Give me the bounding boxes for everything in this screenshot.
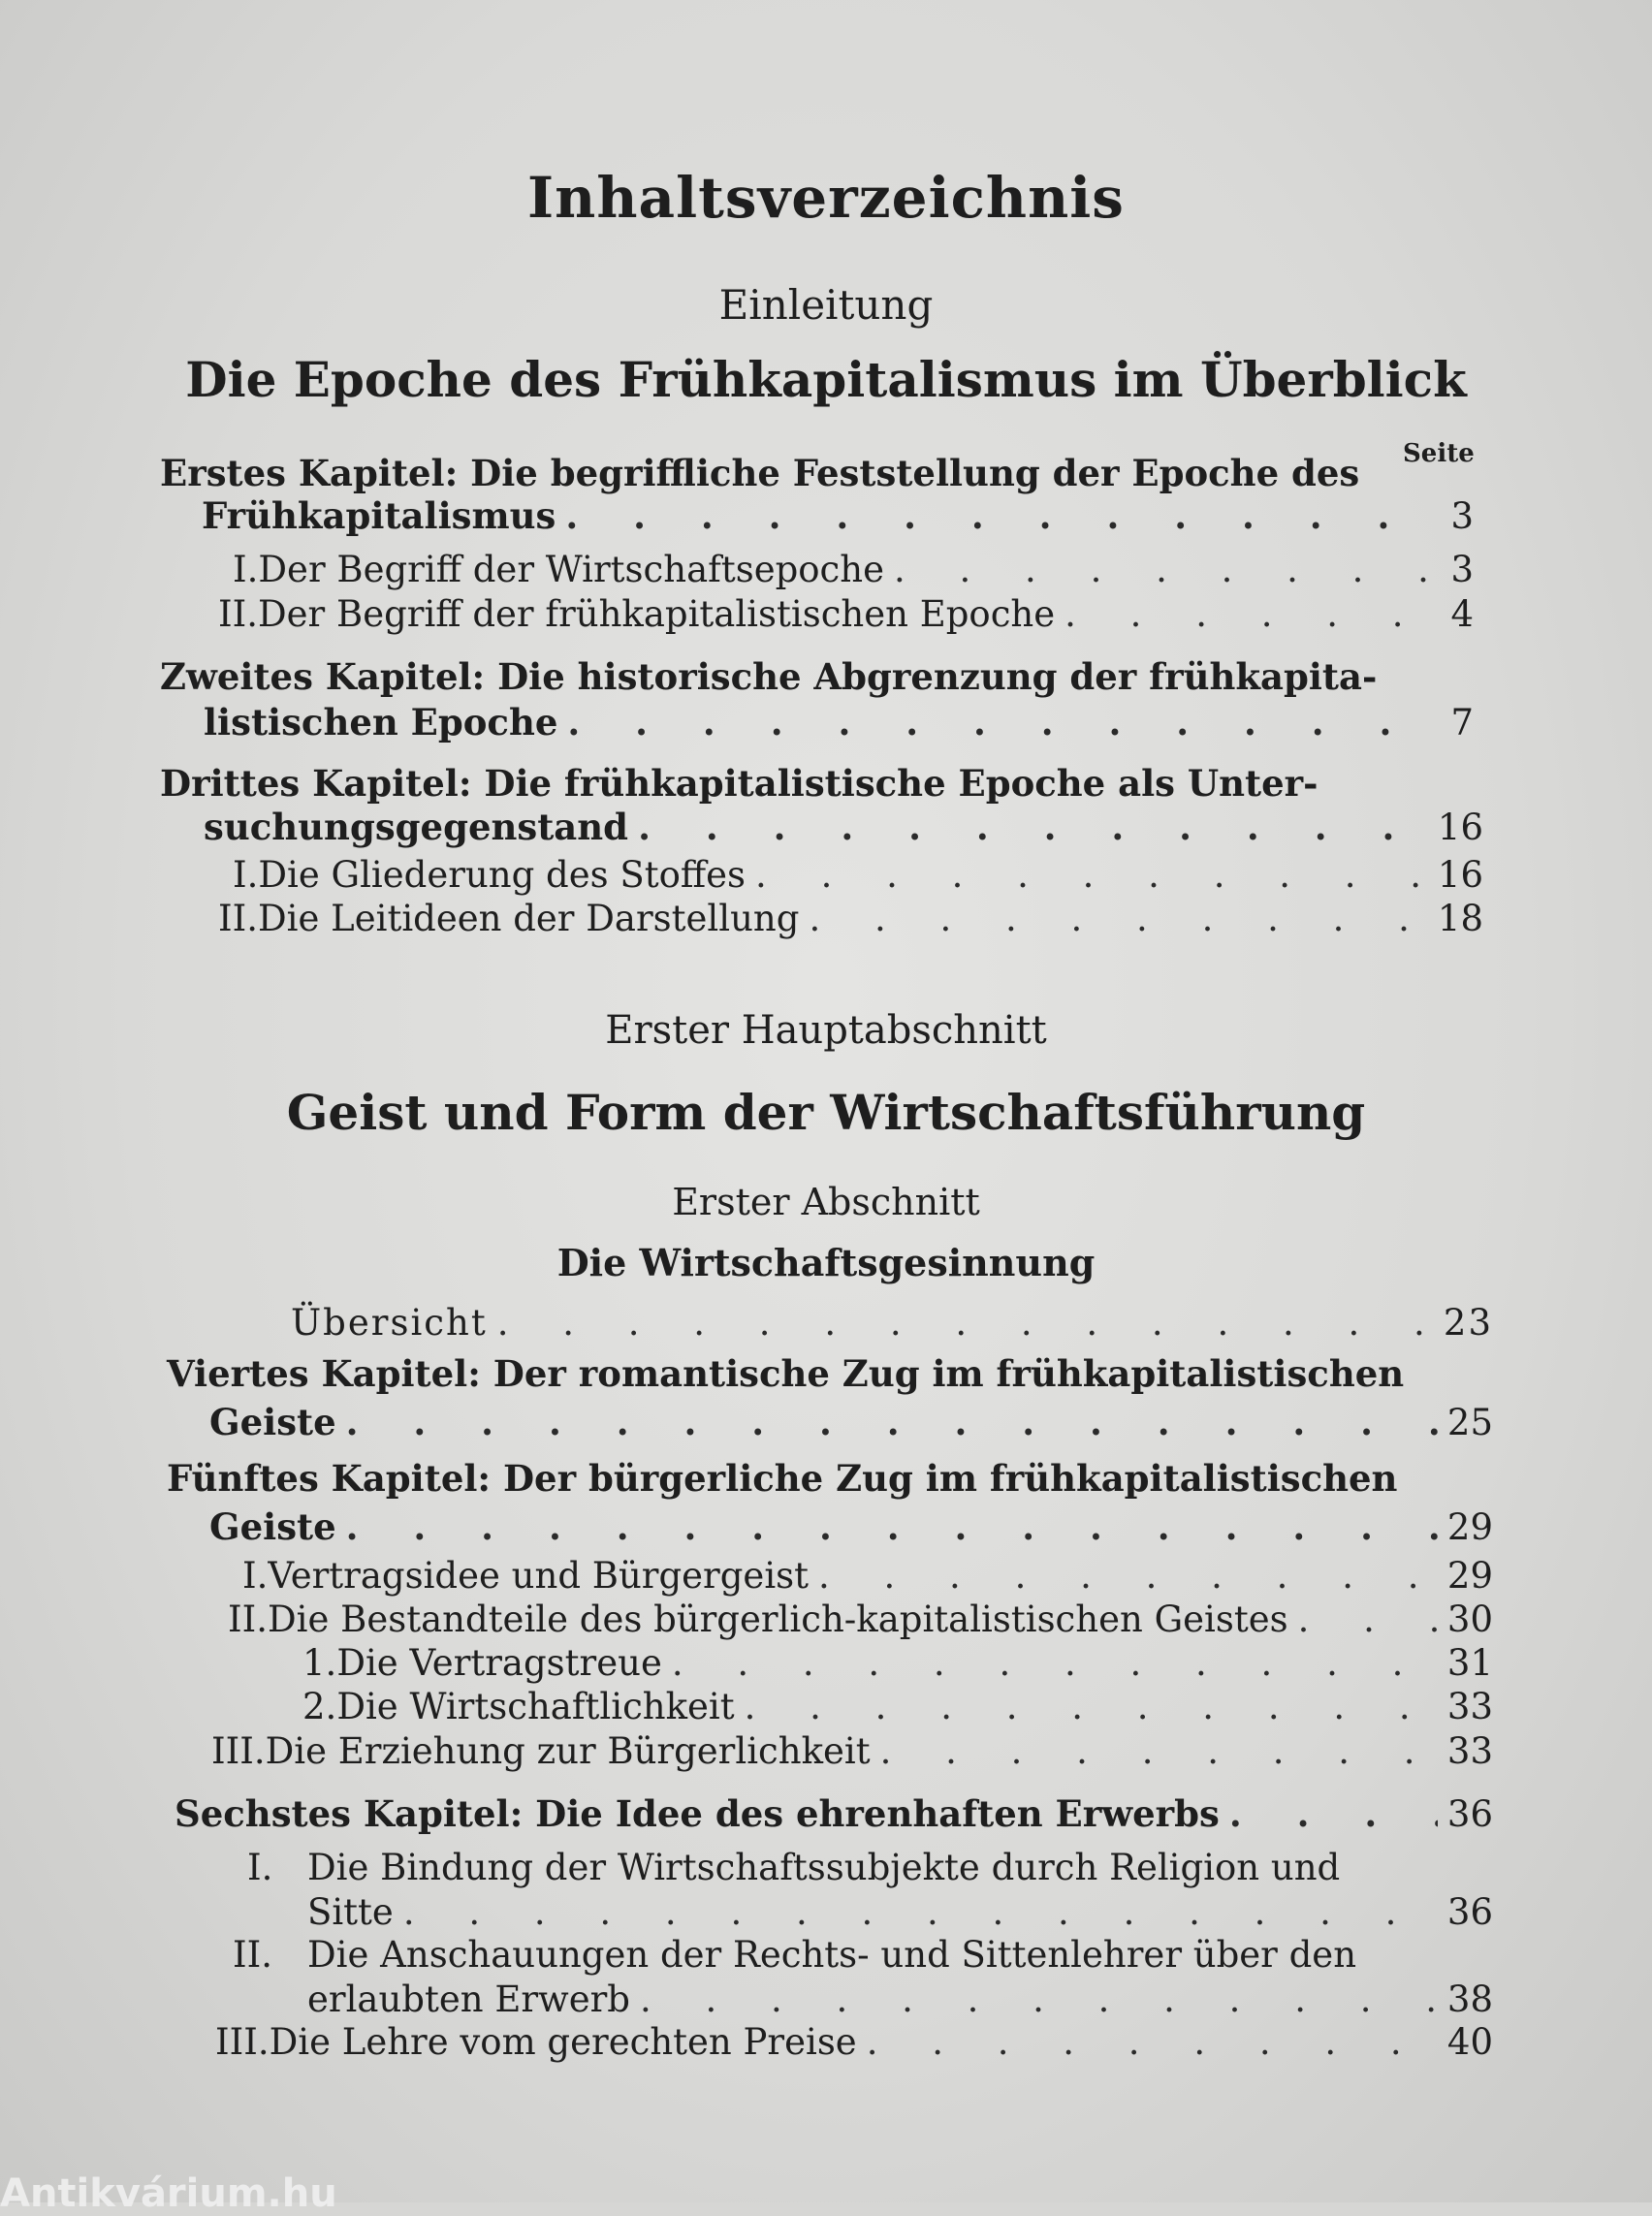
page-number: 29: [1446, 1555, 1493, 1597]
page-number: 38: [1446, 1979, 1493, 2020]
toc-entry: [215, 2020, 1493, 2065]
part-1-label: Erster Hauptabschnitt: [605, 1008, 1047, 1053]
overview-entry: [291, 1301, 1493, 1345]
leader-dots: [346, 1504, 1438, 1549]
chapter-6-entry: [175, 1791, 1493, 1837]
chapter-5-title-line1: Fünftes Kapitel: Der bürgerliche Zug im frühkapitalistischen: [167, 1457, 1398, 1500]
leader-dots: [745, 1685, 1438, 1729]
leader-dots: [818, 1554, 1438, 1599]
section-title: Der Begriff der Wirtschaftsepoche: [258, 549, 884, 590]
page-number: 25: [1446, 1402, 1493, 1443]
toc-entry: [218, 897, 1483, 941]
page-number: 31: [1446, 1642, 1493, 1684]
leader-dots: [809, 897, 1427, 941]
page-number: 29: [1446, 1506, 1493, 1548]
toc-entry: [247, 1846, 1340, 1890]
intro-heading: Die Epoche des Frühkapitalismus im Überblick: [185, 351, 1467, 408]
toc-entry: [211, 1729, 1493, 1774]
chapter-4-entry: [209, 1400, 1493, 1445]
toc-entry-continued: [307, 1978, 1493, 2022]
leader-dots: [1064, 592, 1441, 637]
section-1-label: Erster Abschnitt: [672, 1181, 980, 1223]
page-number: 36: [1446, 1793, 1493, 1835]
leader-dots: [672, 1641, 1438, 1686]
page-title: Inhaltsverzeichnis: [527, 165, 1125, 231]
leader-dots: [403, 1890, 1438, 1935]
section-title: Die Leitideen der Darstellung: [258, 898, 800, 939]
section-title: Die Lehre vom gerechten Preise: [269, 2021, 857, 2063]
leader-dots: [346, 1400, 1438, 1444]
section-number: I.: [247, 1847, 273, 1888]
leader-dots: [867, 2020, 1438, 2065]
intro-label: Einleitung: [718, 281, 934, 329]
chapter-5-entry: [209, 1504, 1493, 1550]
section-number: III.: [215, 2021, 270, 2063]
leader-dots: [880, 1729, 1438, 1774]
chapter-2-title-line2: listischen Epoche: [204, 701, 558, 744]
page-number: 33: [1446, 1686, 1493, 1727]
section-title-line1: Die Bindung der Wirtschaftssubjekte durch Religion und: [307, 1847, 1341, 1888]
page-number: 3: [1450, 549, 1474, 590]
section-title-line2: Sitte: [307, 1891, 394, 1933]
leader-dots: [640, 1978, 1438, 2022]
section-title: Der Begriff der frühkapitalistischen Epoche: [258, 593, 1056, 635]
toc-entry: [233, 548, 1474, 592]
toc-entry: [218, 592, 1474, 637]
leader-dots: [1229, 1791, 1438, 1836]
toc-entry: [228, 1598, 1493, 1642]
section-number: I.: [233, 854, 259, 896]
page-number: 16: [1437, 807, 1483, 848]
watermark-text: Antikvárium.hu: [0, 2171, 337, 2216]
leader-dots: [755, 853, 1428, 898]
page-number: 30: [1446, 1599, 1493, 1640]
page-number: 23: [1443, 1302, 1493, 1344]
part-1-heading: Geist und Form der Wirtschaftsführung: [286, 1084, 1366, 1141]
toc-entry: [233, 853, 1483, 898]
section-1-heading: Die Wirtschaftsgesinnung: [556, 1241, 1096, 1284]
section-number: 1.: [302, 1642, 337, 1684]
section-title-line2: erlaubten Erwerb: [307, 1979, 630, 2020]
section-number: II.: [218, 898, 258, 939]
toc-entry: [233, 1933, 1356, 1978]
page-number: 4: [1450, 593, 1474, 635]
section-title: Die Bestandteile des bürgerlich-kapitalistischen Geistes: [268, 1599, 1288, 1640]
leader-dots: [894, 548, 1441, 592]
toc-entry-continued: [307, 1890, 1493, 1935]
leader-dots: [565, 493, 1439, 538]
section-number: 2.: [302, 1686, 337, 1727]
leader-dots: [567, 700, 1439, 744]
chapter-6-title: Sechstes Kapitel: Die Idee des ehrenhaften Erwerbs: [175, 1792, 1220, 1835]
page-number: 7: [1450, 702, 1474, 744]
leader-dots: [638, 805, 1428, 849]
section-number: I.: [242, 1555, 269, 1597]
section-number: II.: [228, 1599, 268, 1640]
chapter-1-entry: [202, 493, 1474, 539]
section-number: I.: [233, 549, 259, 590]
chapter-3-title-line1: Drittes Kapitel: Die frühkapitalistische Epoche als Unter-: [160, 762, 1318, 805]
chapter-5-title-line2: Geiste: [209, 1505, 336, 1548]
page-number: 36: [1446, 1891, 1493, 1933]
page-number: 3: [1450, 495, 1474, 537]
section-number: III.: [211, 1730, 266, 1772]
toc-entry: [242, 1554, 1493, 1599]
overview-title: Übersicht: [291, 1302, 488, 1344]
page-number: 16: [1437, 854, 1483, 896]
chapter-3-title-line2: suchungsgegenstand: [204, 806, 629, 848]
page-number: 40: [1446, 2021, 1493, 2063]
section-title: Vertragsidee und Bürgergeist: [268, 1555, 810, 1597]
section-title-line1: Die Anschauungen der Rechts- und Sittenlehrer über den: [307, 1934, 1357, 1976]
chapter-4-title-line2: Geiste: [209, 1401, 336, 1443]
leader-dots: [497, 1301, 1434, 1345]
page-number: 18: [1437, 898, 1483, 939]
leader-dots: [1298, 1598, 1438, 1642]
section-title: Die Wirtschaftlichkeit: [336, 1686, 735, 1727]
section-title: Die Gliederung des Stoffes: [258, 854, 747, 896]
chapter-4-title-line1: Viertes Kapitel: Der romantische Zug im frühkapitalistischen: [167, 1352, 1405, 1395]
chapter-2-title-line1: Zweites Kapitel: Die historische Abgrenzung der frühkapita-: [160, 655, 1378, 698]
chapter-2-entry: [204, 700, 1474, 745]
section-number: II.: [233, 1934, 272, 1976]
section-number: II.: [218, 593, 258, 635]
chapter-3-entry: [204, 805, 1483, 850]
chapter-1-title-line2: Frühkapitalismus: [202, 494, 556, 537]
toc-entry: [302, 1641, 1493, 1686]
toc-entry: [302, 1685, 1493, 1729]
section-title: Die Erziehung zur Bürgerlichkeit: [265, 1730, 871, 1772]
section-title: Die Vertragstreue: [336, 1642, 662, 1684]
chapter-1-title-line1: Erstes Kapitel: Die begriffliche Feststellung der Epoche des: [160, 452, 1360, 494]
page-number: 33: [1446, 1730, 1493, 1772]
seite-label: Seite: [1403, 439, 1475, 468]
